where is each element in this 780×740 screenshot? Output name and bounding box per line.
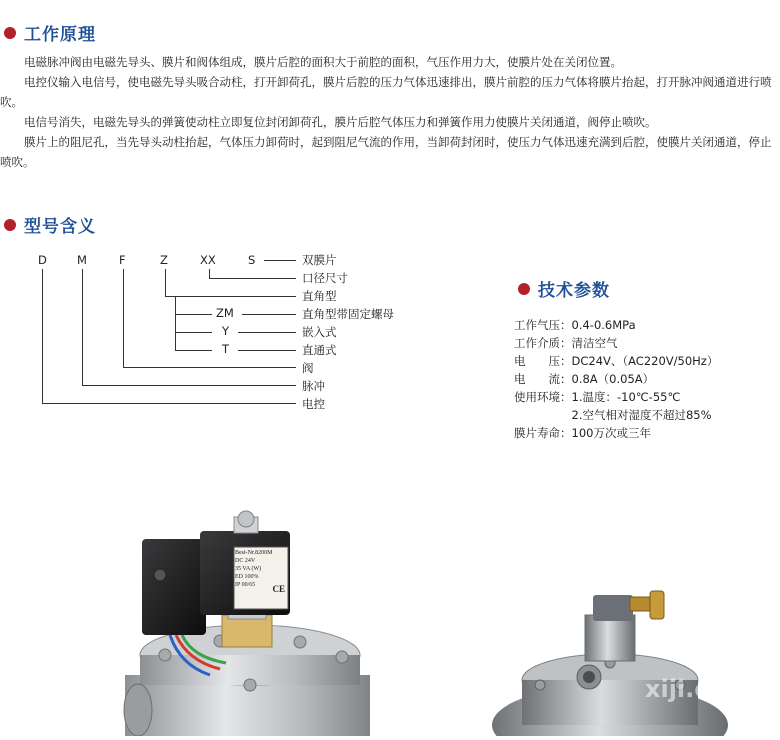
connector-line [175,314,212,315]
code-s: S [248,253,256,267]
red-bullet-icon [518,283,530,295]
label-electric-control: 电控 [302,397,325,411]
spec-row: 工作气压：0.4-0.6MPa [514,318,636,332]
section-title-model: 型号含义 [24,217,96,237]
coil-spec-line: DC 24V [235,558,256,564]
connector-line [238,332,296,333]
connector-line [42,403,296,404]
spec-row: 电 流：0.8A（0.05A） [514,372,655,386]
coil-brand: Best-Nr.8200M [235,550,273,556]
connector-line [175,350,212,351]
spec-row: 2.空气相对湿度不超过85% [514,408,712,422]
connector-line [209,278,296,279]
coil-spec-line: IP 00/65 [235,582,256,588]
connector-line [42,269,43,404]
connector-line [123,269,124,368]
connector-line [242,314,296,315]
pulse-valve-photo-right-angle [110,505,370,736]
code-m: M [77,253,87,267]
connector-line [165,269,166,297]
label-embedded: 嵌入式 [302,325,337,339]
ce-mark: CE [272,584,285,594]
coil-label-plate [235,549,289,594]
coil-spec-line: ED 100% [235,574,259,580]
connector-line [175,296,176,350]
principle-paragraph-1: 电磁脉冲阀由电磁先导头、膜片和阀体组成，膜片后腔的面积大于前腔的面积，气压作用力大，使膜片处在关闭位置。 [24,55,622,69]
red-bullet-icon [4,219,16,231]
section-principle-header [4,20,96,45]
section-title-principle: 工作原理 [24,25,96,45]
connector-line [123,367,296,368]
connector-line [175,332,212,333]
connector-line [165,296,296,297]
watermark-text: xiji.com [645,675,750,703]
spec-row: 使用环境：1.温度：-10℃-55℃ [514,390,681,404]
connector-line [82,385,296,386]
spec-row: 膜片寿命：100万次或三年 [514,426,651,440]
spec-row: 电 压：DC24V、（AC220V/50Hz） [514,354,719,368]
section-model-header [4,212,96,237]
coil-spec-line: 35 VA (W) [235,566,262,572]
connector-line [264,260,296,261]
code-zm: ZM [216,306,234,320]
label-valve: 阀 [302,361,314,375]
principle-paragraph-3: 电信号消失，电磁先导头的弹簧使动柱立即复位封闭卸荷孔，膜片后腔气体压力和弹簧作用力使膜片关闭通道，阀停止喷吹。 [24,115,657,129]
label-double-diaphragm: 双膜片 [302,253,337,267]
section-specs-header [518,276,610,301]
connector-line [82,269,83,386]
label-port-size: 口径尺寸 [302,271,348,285]
spec-row: 工作介质：清洁空气 [514,336,618,350]
valve-illustration [110,505,370,736]
connector-line [238,350,296,351]
code-f: F [119,253,126,267]
code-z: Z [160,253,168,267]
section-title-specs: 技术参数 [538,281,610,301]
label-right-angle-nut: 直角型带固定螺母 [302,307,394,321]
principle-paragraph-2: 电控仪输入电信号，使电磁先导头吸合动柱，打开卸荷孔，膜片后腔的压力气体迅速排出，膜片前腔的压力气体将膜片抬起，打开脉冲阀通道进行喷吹。 [0,75,772,109]
label-right-angle: 直角型 [302,289,337,303]
pulse-valve-photo-embedded [485,585,760,736]
valve-illustration [485,585,760,736]
label-straight: 直通式 [302,343,337,357]
red-bullet-icon [4,27,16,39]
code-d: D [38,253,47,267]
code-y: Y [222,324,230,338]
code-t: T [222,342,230,356]
label-pulse: 脉冲 [302,379,325,393]
code-xx: XX [200,253,216,267]
principle-paragraph-4: 膜片上的阻尼孔，当先导头动柱抬起，气体压力卸荷时，起到阻尼气流的作用，当卸荷封闭时，使压力气体迅速充满到后腔，使膜片关闭通道，停止喷吹。 [0,135,772,169]
